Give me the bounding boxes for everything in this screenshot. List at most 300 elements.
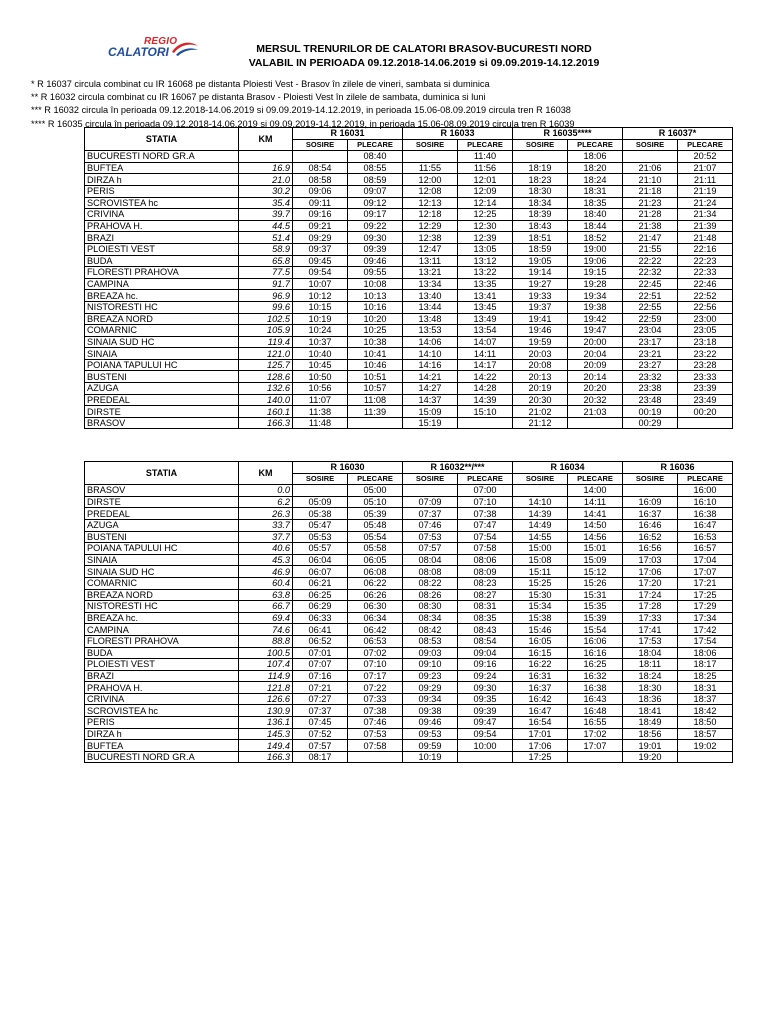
arrival-time: 21:06: [623, 162, 678, 174]
departure-time: 18:31: [568, 185, 623, 197]
arrival-time: 19:41: [513, 313, 568, 325]
departure-time: 10:00: [458, 740, 513, 752]
departure-time: 08:27: [458, 589, 513, 601]
arrival-time: 17:06: [513, 740, 568, 752]
arrival-time: 23:27: [623, 359, 678, 371]
departure-time: 13:54: [458, 325, 513, 337]
station-name: DIRZA h: [85, 728, 239, 740]
arrival-time: 15:08: [513, 554, 568, 566]
departure-time: 22:52: [678, 290, 733, 302]
km-value: 107.4: [239, 659, 293, 671]
arrival-time: 10:40: [293, 348, 348, 360]
km-value: 35.4: [239, 197, 293, 209]
arrival-time: 18:41: [623, 705, 678, 717]
arrival-time: 09:06: [293, 185, 348, 197]
km-value: 166.3: [239, 417, 293, 429]
arrival-time: 07:57: [293, 740, 348, 752]
station-name: BUCURESTI NORD GR.A: [85, 151, 239, 163]
departure-time: 05:10: [348, 496, 403, 508]
arrival-time: 19:33: [513, 290, 568, 302]
departure-time: 19:34: [568, 290, 623, 302]
departure-time: 22:16: [678, 243, 733, 255]
arrival-time: 17:33: [623, 612, 678, 624]
table-row: [85, 693, 733, 705]
departure-time: 23:49: [678, 394, 733, 406]
arrival-time: 09:45: [293, 255, 348, 267]
station-name: PREDEAL: [85, 508, 239, 520]
station-name: FLORESTI PRAHOVA: [85, 267, 239, 279]
arrival-time: 16:05: [513, 635, 568, 647]
departure-time: 16:16: [568, 647, 623, 659]
table-row: [85, 496, 733, 508]
km-value: 88.8: [239, 635, 293, 647]
arrival-time: 18:49: [623, 717, 678, 729]
departure-time: 18:50: [678, 717, 733, 729]
departure-time: 16:06: [568, 635, 623, 647]
departure-time: 09:07: [348, 185, 403, 197]
arrival-time: 17:24: [623, 589, 678, 601]
arrival-time: 17:28: [623, 601, 678, 613]
arrival-time: 14:27: [403, 383, 458, 395]
departure-time: 15:26: [568, 577, 623, 589]
departure-time: 06:08: [348, 566, 403, 578]
arrival-time: 15:19: [403, 417, 458, 429]
departure-time: 17:29: [678, 601, 733, 613]
footnote: **** R 16035 circula în perioada 09.12.2018-14.06.2019 si 09.09.2019-14.12.2019, in perioada 15.06-08.09.2019 circula tren R 16039: [31, 118, 575, 129]
departure-time: 09:47: [458, 717, 513, 729]
departure-time: 09:12: [348, 197, 403, 209]
departure-time: 09:22: [348, 220, 403, 232]
arrival-time: 22:55: [623, 301, 678, 313]
km-value: 74.6: [239, 624, 293, 636]
arrival-time: 08:54: [293, 162, 348, 174]
departure-time: 20:00: [568, 336, 623, 348]
table-row: [85, 278, 733, 290]
arrival-time: 07:46: [403, 519, 458, 531]
arrival-time: 18:30: [513, 185, 568, 197]
departure-time: 16:38: [568, 682, 623, 694]
departure-time: 08:09: [458, 566, 513, 578]
departure-time: 17:02: [568, 728, 623, 740]
arrival-time: 09:54: [293, 267, 348, 279]
station-name: BUSTENI: [85, 371, 239, 383]
table-row: [85, 670, 733, 682]
departure-time: 09:16: [458, 659, 513, 671]
departure-time: 13:45: [458, 301, 513, 313]
arrival-time: 20:03: [513, 348, 568, 360]
departure-time: 05:00: [348, 485, 403, 497]
km-value: 65.8: [239, 255, 293, 267]
km-value: 121.0: [239, 348, 293, 360]
departure-time: 22:56: [678, 301, 733, 313]
train-header: R 16030: [293, 462, 403, 474]
departure-time: 21:39: [678, 220, 733, 232]
station-name: SCROVISTEA hc: [85, 197, 239, 209]
km-value: 102.5: [239, 313, 293, 325]
departure-time: 16:32: [568, 670, 623, 682]
arrival-time: 21:28: [623, 209, 678, 221]
arrival-time: 23:48: [623, 394, 678, 406]
arrival-header: SOSIRE: [623, 473, 678, 485]
arrival-time: 15:00: [513, 543, 568, 555]
arrival-time: 15:11: [513, 566, 568, 578]
arrival-time: 21:55: [623, 243, 678, 255]
arrival-time: 08:30: [403, 601, 458, 613]
station-name: CRIVINA: [85, 209, 239, 221]
departure-time: 19:15: [568, 267, 623, 279]
table-row: [85, 359, 733, 371]
arrival-time: 05:09: [293, 496, 348, 508]
arrival-time: 12:29: [403, 220, 458, 232]
arrival-time: 09:37: [293, 243, 348, 255]
departure-time: 09:55: [348, 267, 403, 279]
departure-time: 18:25: [678, 670, 733, 682]
km-value: 136.1: [239, 717, 293, 729]
departure-time: 15:09: [568, 554, 623, 566]
km-value: 140.0: [239, 394, 293, 406]
departure-time: 23:05: [678, 325, 733, 337]
departure-time: 08:55: [348, 162, 403, 174]
arrival-time: 09:21: [293, 220, 348, 232]
arrival-time: 18:19: [513, 162, 568, 174]
departure-time: 23:18: [678, 336, 733, 348]
departure-time: 09:35: [458, 693, 513, 705]
arrival-time: 22:22: [623, 255, 678, 267]
table-row: [85, 325, 733, 337]
arrival-header: SOSIRE: [403, 139, 458, 151]
table-row: [85, 566, 733, 578]
departure-time: 14:56: [568, 531, 623, 543]
departure-time: 17:07: [678, 566, 733, 578]
station-name: CAMPINA: [85, 278, 239, 290]
arrival-time: 08:08: [403, 566, 458, 578]
departure-time: 09:17: [348, 209, 403, 221]
table-row: [85, 290, 733, 302]
km-value: 26.3: [239, 508, 293, 520]
arrival-time: 07:27: [293, 693, 348, 705]
train-header: R 16033: [403, 128, 513, 140]
departure-time: 17:34: [678, 612, 733, 624]
departure-time: 23:39: [678, 383, 733, 395]
arrival-time: 08:34: [403, 612, 458, 624]
departure-time: 17:04: [678, 554, 733, 566]
arrival-time: 18:04: [623, 647, 678, 659]
arrival-time: 14:16: [403, 359, 458, 371]
arrival-time: 09:38: [403, 705, 458, 717]
departure-time: 14:11: [458, 348, 513, 360]
departure-time: 16:43: [568, 693, 623, 705]
arrival-time: 07:52: [293, 728, 348, 740]
arrival-header: SOSIRE: [403, 473, 458, 485]
departure-time: 05:58: [348, 543, 403, 555]
station-name: DIRZA h: [85, 174, 239, 186]
departure-time: 16:55: [568, 717, 623, 729]
departure-time: 09:30: [458, 682, 513, 694]
station-name: NISTORESTI HC: [85, 301, 239, 313]
station-name: BUFTEA: [85, 740, 239, 752]
departure-time: [678, 751, 733, 763]
departure-header: PLECARE: [678, 139, 733, 151]
station-name: BRASOV: [85, 485, 239, 497]
arrival-time: 18:43: [513, 220, 568, 232]
departure-time: 08:35: [458, 612, 513, 624]
arrival-time: 10:19: [403, 751, 458, 763]
arrival-time: 13:44: [403, 301, 458, 313]
departure-time: 14:50: [568, 519, 623, 531]
station-name: PERIS: [85, 185, 239, 197]
arrival-time: 23:38: [623, 383, 678, 395]
departure-time: [458, 417, 513, 429]
departure-time: 06:22: [348, 577, 403, 589]
station-name: SINAIA SUD HC: [85, 336, 239, 348]
departure-time: [458, 751, 513, 763]
departure-time: 07:47: [458, 519, 513, 531]
table-row: [85, 751, 733, 763]
arrival-time: 11:48: [293, 417, 348, 429]
arrival-time: 18:23: [513, 174, 568, 186]
departure-time: 16:25: [568, 659, 623, 671]
km-value: 33.7: [239, 519, 293, 531]
table-row: [85, 267, 733, 279]
km-value: 44.5: [239, 220, 293, 232]
table-row: [85, 383, 733, 395]
departure-time: 14:11: [568, 496, 623, 508]
arrival-time: 16:56: [623, 543, 678, 555]
km-value: [239, 151, 293, 163]
arrival-time: 17:25: [513, 751, 568, 763]
arrival-time: 09:29: [293, 232, 348, 244]
arrival-time: 06:33: [293, 612, 348, 624]
arrival-time: 10:07: [293, 278, 348, 290]
arrival-time: 18:39: [513, 209, 568, 221]
km-value: 166.3: [239, 751, 293, 763]
arrival-time: 16:46: [623, 519, 678, 531]
station-name: BUDA: [85, 647, 239, 659]
departure-time: 15:01: [568, 543, 623, 555]
departure-time: 14:22: [458, 371, 513, 383]
arrival-time: 06:04: [293, 554, 348, 566]
departure-time: [348, 417, 403, 429]
arrival-time: 10:56: [293, 383, 348, 395]
departure-time: 18:40: [568, 209, 623, 221]
departure-time: 20:14: [568, 371, 623, 383]
departure-time: 05:48: [348, 519, 403, 531]
logo-text-calatori: CALATORI: [108, 45, 169, 59]
table-row: [85, 612, 733, 624]
departure-time: 14:28: [458, 383, 513, 395]
arrival-time: 13:48: [403, 313, 458, 325]
arrival-time: 11:55: [403, 162, 458, 174]
departure-time: 13:12: [458, 255, 513, 267]
table-row: [85, 371, 733, 383]
km-value: 77.5: [239, 267, 293, 279]
arrival-time: 17:03: [623, 554, 678, 566]
departure-time: 16:53: [678, 531, 733, 543]
arrival-time: 15:34: [513, 601, 568, 613]
station-name: AZUGA: [85, 383, 239, 395]
station-name: PERIS: [85, 717, 239, 729]
departure-time: 08:59: [348, 174, 403, 186]
station-name: COMARNIC: [85, 577, 239, 589]
arrival-time: 15:38: [513, 612, 568, 624]
station-name: POIANA TAPULUI HC: [85, 543, 239, 555]
arrival-time: 13:34: [403, 278, 458, 290]
departure-time: 05:39: [348, 508, 403, 520]
departure-time: 09:30: [348, 232, 403, 244]
station-header: STATIA: [85, 462, 239, 485]
train-header: R 16031: [293, 128, 403, 140]
departure-time: 16:57: [678, 543, 733, 555]
timetable-bucuresti-brasov: [84, 127, 733, 429]
validity-subtitle: VALABIL IN PERIOADA 09.12.2018-14.06.2019 si 09.09.2019-14.12.2019: [248, 57, 600, 69]
arrival-time: 10:50: [293, 371, 348, 383]
station-name: AZUGA: [85, 519, 239, 531]
arrival-time: [623, 151, 678, 163]
arrival-time: 21:02: [513, 406, 568, 418]
arrival-time: 19:37: [513, 301, 568, 313]
station-name: CRIVINA: [85, 693, 239, 705]
station-name: SINAIA: [85, 554, 239, 566]
table-row: [85, 336, 733, 348]
arrival-time: 18:59: [513, 243, 568, 255]
arrival-time: 07:01: [293, 647, 348, 659]
table-row: [85, 543, 733, 555]
arrival-time: 09:11: [293, 197, 348, 209]
table-row: [85, 406, 733, 418]
arrival-time: 07:45: [293, 717, 348, 729]
arrival-time: 19:05: [513, 255, 568, 267]
departure-time: 12:01: [458, 174, 513, 186]
arrival-time: 06:21: [293, 577, 348, 589]
km-value: 37.7: [239, 531, 293, 543]
arrival-time: 15:25: [513, 577, 568, 589]
departure-time: 12:30: [458, 220, 513, 232]
departure-time: 23:22: [678, 348, 733, 360]
page-title: MERSUL TRENURILOR DE CALATORI BRASOV-BUCURESTI NORD: [256, 43, 592, 55]
station-name: BUCURESTI NORD GR.A: [85, 751, 239, 763]
departure-time: 10:46: [348, 359, 403, 371]
arrival-time: 18:51: [513, 232, 568, 244]
arrival-time: 06:29: [293, 601, 348, 613]
departure-time: 07:38: [458, 508, 513, 520]
departure-time: 10:08: [348, 278, 403, 290]
departure-time: 06:53: [348, 635, 403, 647]
table-row: [85, 151, 733, 163]
arrival-time: 16:31: [513, 670, 568, 682]
departure-time: 00:20: [678, 406, 733, 418]
departure-time: 13:22: [458, 267, 513, 279]
departure-time: 12:25: [458, 209, 513, 221]
km-value: 69.4: [239, 612, 293, 624]
departure-time: 15:10: [458, 406, 513, 418]
arrival-time: 18:30: [623, 682, 678, 694]
arrival-time: 07:16: [293, 670, 348, 682]
departure-time: 12:39: [458, 232, 513, 244]
train-header: R 16036: [623, 462, 733, 474]
arrival-time: 20:19: [513, 383, 568, 395]
table-row: [85, 647, 733, 659]
arrival-time: 16:37: [623, 508, 678, 520]
departure-time: 09:54: [458, 728, 513, 740]
arrival-time: 05:57: [293, 543, 348, 555]
table-row: [85, 197, 733, 209]
station-header: STATIA: [85, 128, 239, 151]
departure-time: 07:10: [458, 496, 513, 508]
table-row: [85, 394, 733, 406]
km-value: 6.2: [239, 496, 293, 508]
departure-time: 13:05: [458, 243, 513, 255]
station-name: FLORESTI PRAHOVA: [85, 635, 239, 647]
departure-time: 18:06: [568, 151, 623, 163]
arrival-time: 19:27: [513, 278, 568, 290]
arrival-time: 19:46: [513, 325, 568, 337]
arrival-time: 16:42: [513, 693, 568, 705]
arrival-time: 16:47: [513, 705, 568, 717]
km-value: 45.3: [239, 554, 293, 566]
arrival-time: 20:13: [513, 371, 568, 383]
departure-time: 21:34: [678, 209, 733, 221]
station-name: COMARNIC: [85, 325, 239, 337]
departure-time: 21:48: [678, 232, 733, 244]
km-value: 114.9: [239, 670, 293, 682]
departure-time: 14:00: [568, 485, 623, 497]
departure-time: 11:56: [458, 162, 513, 174]
timetable-brasov-bucuresti: [84, 461, 733, 763]
departure-time: 06:26: [348, 589, 403, 601]
departure-time: [568, 417, 623, 429]
table-row: [85, 185, 733, 197]
departure-time: 11:08: [348, 394, 403, 406]
departure-time: 10:41: [348, 348, 403, 360]
table-row: [85, 635, 733, 647]
km-value: 132.6: [239, 383, 293, 395]
train-header: R 16035****: [513, 128, 623, 140]
departure-time: 17:21: [678, 577, 733, 589]
departure-time: 07:58: [348, 740, 403, 752]
arrival-time: [293, 151, 348, 163]
departure-time: 19:47: [568, 325, 623, 337]
arrival-time: 08:58: [293, 174, 348, 186]
table-row: [85, 519, 733, 531]
table-row: [85, 589, 733, 601]
station-name: SINAIA SUD HC: [85, 566, 239, 578]
departure-time: 19:00: [568, 243, 623, 255]
km-value: 40.6: [239, 543, 293, 555]
km-value: 21.0: [239, 174, 293, 186]
arrival-time: 22:45: [623, 278, 678, 290]
arrival-time: 09:10: [403, 659, 458, 671]
departure-time: 17:42: [678, 624, 733, 636]
departure-time: 19:28: [568, 278, 623, 290]
arrival-time: 17:41: [623, 624, 678, 636]
departure-time: 15:35: [568, 601, 623, 613]
arrival-time: 23:04: [623, 325, 678, 337]
departure-time: 10:38: [348, 336, 403, 348]
km-value: 66.7: [239, 601, 293, 613]
arrival-time: 00:29: [623, 417, 678, 429]
departure-time: 16:47: [678, 519, 733, 531]
arrival-time: 10:15: [293, 301, 348, 313]
arrival-time: 19:14: [513, 267, 568, 279]
departure-time: 08:54: [458, 635, 513, 647]
departure-time: 19:02: [678, 740, 733, 752]
table-row: [85, 717, 733, 729]
departure-time: 14:07: [458, 336, 513, 348]
arrival-time: 21:47: [623, 232, 678, 244]
departure-time: [678, 417, 733, 429]
arrival-time: 18:56: [623, 728, 678, 740]
departure-time: 12:09: [458, 185, 513, 197]
